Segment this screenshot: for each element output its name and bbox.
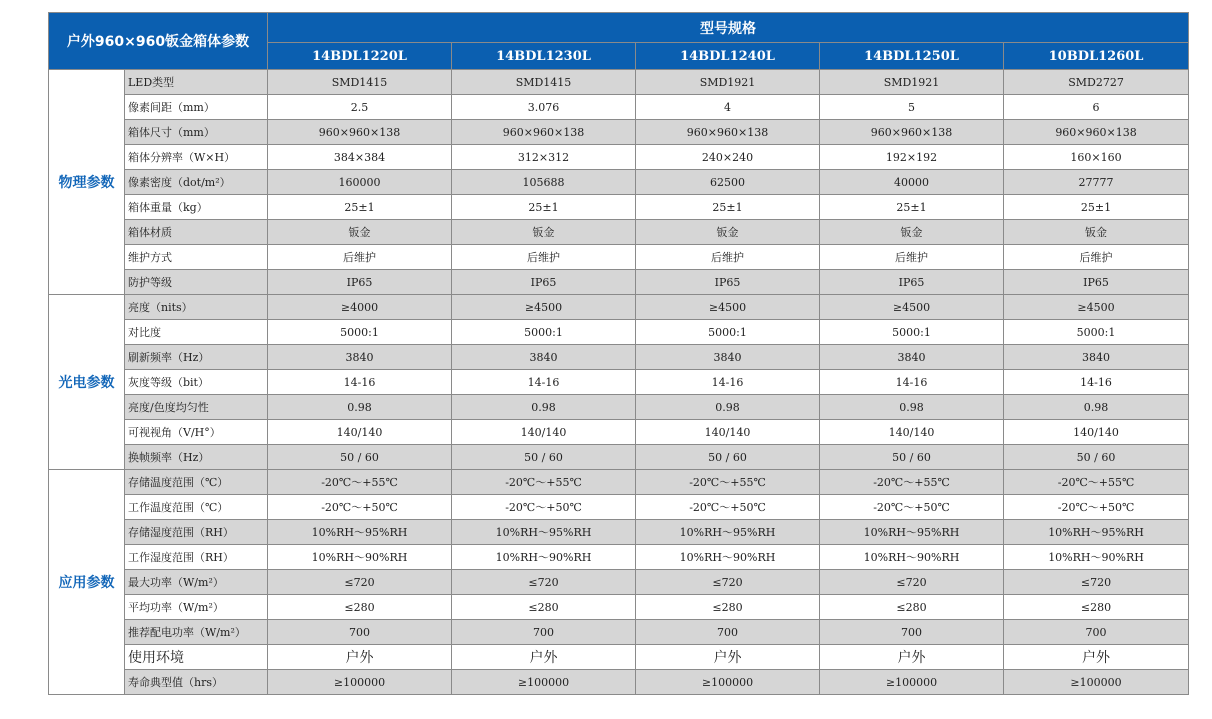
param-value: -20℃～+55℃ bbox=[820, 470, 1004, 495]
param-label: 使用环境 bbox=[125, 645, 268, 670]
param-value: 5000:1 bbox=[636, 320, 820, 345]
table-row bbox=[49, 520, 1189, 545]
table-row bbox=[49, 170, 1189, 195]
table-row bbox=[49, 595, 1189, 620]
param-value: 27777 bbox=[1004, 170, 1189, 195]
param-value: ≥4500 bbox=[636, 295, 820, 320]
param-value: -20℃～+50℃ bbox=[1004, 495, 1189, 520]
param-value: 700 bbox=[452, 620, 636, 645]
param-label: 最大功率（W/m²） bbox=[125, 570, 268, 595]
table-row bbox=[49, 670, 1189, 695]
param-value: 3.076 bbox=[452, 95, 636, 120]
param-value: ≥4500 bbox=[452, 295, 636, 320]
param-value: ≤280 bbox=[1004, 595, 1189, 620]
param-value: 0.98 bbox=[820, 395, 1004, 420]
param-label: 推荐配电功率（W/m²） bbox=[125, 620, 268, 645]
param-label: 平均功率（W/m²） bbox=[125, 595, 268, 620]
param-value: 50 / 60 bbox=[452, 445, 636, 470]
table-row bbox=[49, 345, 1189, 370]
param-value: SMD1921 bbox=[636, 70, 820, 95]
param-value: 14-16 bbox=[636, 370, 820, 395]
param-value: 160000 bbox=[268, 170, 452, 195]
param-value: 960×960×138 bbox=[636, 120, 820, 145]
param-value: 后维护 bbox=[820, 245, 1004, 270]
param-value: 后维护 bbox=[268, 245, 452, 270]
param-value: 160×160 bbox=[1004, 145, 1189, 170]
param-value: 140/140 bbox=[820, 420, 1004, 445]
param-value: 960×960×138 bbox=[820, 120, 1004, 145]
param-value: 25±1 bbox=[636, 195, 820, 220]
param-value: 户外 bbox=[636, 645, 820, 670]
param-value: ≥100000 bbox=[1004, 670, 1189, 695]
param-value: -20℃～+55℃ bbox=[268, 470, 452, 495]
param-value: 25±1 bbox=[820, 195, 1004, 220]
param-value: ≥4000 bbox=[268, 295, 452, 320]
param-value: 3840 bbox=[636, 345, 820, 370]
table-row bbox=[49, 70, 1189, 95]
param-label: 箱体重量（kg） bbox=[125, 195, 268, 220]
param-value: 312×312 bbox=[452, 145, 636, 170]
param-value: 25±1 bbox=[1004, 195, 1189, 220]
param-value: ≤280 bbox=[452, 595, 636, 620]
param-value: 50 / 60 bbox=[636, 445, 820, 470]
param-value: 后维护 bbox=[452, 245, 636, 270]
param-value: -20℃～+50℃ bbox=[452, 495, 636, 520]
param-value: 4 bbox=[636, 95, 820, 120]
spec-title: 型号规格 bbox=[268, 13, 1189, 43]
param-label: 换帧频率（Hz） bbox=[125, 445, 268, 470]
table-row bbox=[49, 95, 1189, 120]
param-value: 户外 bbox=[452, 645, 636, 670]
param-value: 5000:1 bbox=[268, 320, 452, 345]
param-label: 工作湿度范围（RH） bbox=[125, 545, 268, 570]
param-value: -20℃～+55℃ bbox=[1004, 470, 1189, 495]
param-value: 25±1 bbox=[268, 195, 452, 220]
param-value: 140/140 bbox=[636, 420, 820, 445]
param-value: 700 bbox=[636, 620, 820, 645]
param-label: 防护等级 bbox=[125, 270, 268, 295]
table-row bbox=[49, 445, 1189, 470]
param-value: 700 bbox=[820, 620, 1004, 645]
param-label: 像素密度（dot/m²） bbox=[125, 170, 268, 195]
param-value: 0.98 bbox=[452, 395, 636, 420]
param-label: 维护方式 bbox=[125, 245, 268, 270]
param-value: 10%RH～90%RH bbox=[820, 545, 1004, 570]
model-header: 14BDL1230L bbox=[452, 43, 636, 70]
spec-table bbox=[48, 12, 1189, 695]
param-value: -20℃～+50℃ bbox=[268, 495, 452, 520]
table-row bbox=[49, 120, 1189, 145]
param-value: ≥100000 bbox=[268, 670, 452, 695]
table-row bbox=[49, 545, 1189, 570]
param-value: ≥4500 bbox=[820, 295, 1004, 320]
param-label: 存储湿度范围（RH） bbox=[125, 520, 268, 545]
param-value: ≥4500 bbox=[1004, 295, 1189, 320]
model-header: 14BDL1250L bbox=[820, 43, 1004, 70]
table-row bbox=[49, 470, 1189, 495]
table-row bbox=[49, 295, 1189, 320]
param-value: 3840 bbox=[1004, 345, 1189, 370]
param-value: 50 / 60 bbox=[268, 445, 452, 470]
table-row bbox=[49, 370, 1189, 395]
param-value: 10%RH～95%RH bbox=[452, 520, 636, 545]
param-value: ≥100000 bbox=[636, 670, 820, 695]
param-value: -20℃～+50℃ bbox=[820, 495, 1004, 520]
param-value: ≥100000 bbox=[452, 670, 636, 695]
param-value: -20℃～+50℃ bbox=[636, 495, 820, 520]
table-row bbox=[49, 145, 1189, 170]
param-value: 14-16 bbox=[820, 370, 1004, 395]
param-value: 0.98 bbox=[636, 395, 820, 420]
param-value: 0.98 bbox=[1004, 395, 1189, 420]
param-value: 140/140 bbox=[268, 420, 452, 445]
param-value: 14-16 bbox=[268, 370, 452, 395]
param-value: ≥100000 bbox=[820, 670, 1004, 695]
param-value: 384×384 bbox=[268, 145, 452, 170]
param-value: 192×192 bbox=[820, 145, 1004, 170]
param-value: 钣金 bbox=[636, 220, 820, 245]
category-label: 物理参数 bbox=[49, 70, 125, 295]
table-title: 户外960×960钣金箱体参数 bbox=[49, 13, 268, 70]
param-value: 14-16 bbox=[452, 370, 636, 395]
param-value: ≤720 bbox=[452, 570, 636, 595]
param-value: SMD2727 bbox=[1004, 70, 1189, 95]
param-value: 5000:1 bbox=[1004, 320, 1189, 345]
param-value: IP65 bbox=[1004, 270, 1189, 295]
param-label: 箱体尺寸（mm） bbox=[125, 120, 268, 145]
param-value: 后维护 bbox=[636, 245, 820, 270]
param-value: ≤280 bbox=[820, 595, 1004, 620]
category-label: 光电参数 bbox=[49, 295, 125, 470]
param-value: 10%RH～90%RH bbox=[1004, 545, 1189, 570]
model-header: 14BDL1220L bbox=[268, 43, 452, 70]
param-value: 50 / 60 bbox=[820, 445, 1004, 470]
param-value: 10%RH～95%RH bbox=[1004, 520, 1189, 545]
param-value: IP65 bbox=[268, 270, 452, 295]
param-value: ≤720 bbox=[820, 570, 1004, 595]
param-label: 像素间距（mm） bbox=[125, 95, 268, 120]
param-value: 960×960×138 bbox=[452, 120, 636, 145]
param-value: ≤720 bbox=[636, 570, 820, 595]
spec-body bbox=[49, 70, 1189, 695]
param-value: 700 bbox=[268, 620, 452, 645]
param-value: IP65 bbox=[636, 270, 820, 295]
param-value: 3840 bbox=[452, 345, 636, 370]
param-value: 后维护 bbox=[1004, 245, 1189, 270]
table-row bbox=[49, 395, 1189, 420]
param-value: 10%RH～95%RH bbox=[636, 520, 820, 545]
param-value: ≤280 bbox=[636, 595, 820, 620]
param-value: 10%RH～95%RH bbox=[820, 520, 1004, 545]
param-label: 工作温度范围（℃） bbox=[125, 495, 268, 520]
param-value: 5000:1 bbox=[452, 320, 636, 345]
param-value: 钣金 bbox=[268, 220, 452, 245]
param-value: 960×960×138 bbox=[268, 120, 452, 145]
param-value: 钣金 bbox=[1004, 220, 1189, 245]
param-value: 户外 bbox=[1004, 645, 1189, 670]
param-value: 3840 bbox=[820, 345, 1004, 370]
param-value: IP65 bbox=[820, 270, 1004, 295]
param-value: ≤280 bbox=[268, 595, 452, 620]
model-header: 10BDL1260L bbox=[1004, 43, 1189, 70]
param-label: 亮度（nits） bbox=[125, 295, 268, 320]
param-value: 62500 bbox=[636, 170, 820, 195]
table-row bbox=[49, 420, 1189, 445]
param-value: 10%RH～95%RH bbox=[268, 520, 452, 545]
param-value: 10%RH～90%RH bbox=[452, 545, 636, 570]
param-value: -20℃～+55℃ bbox=[452, 470, 636, 495]
table-row bbox=[49, 320, 1189, 345]
param-value: 40000 bbox=[820, 170, 1004, 195]
param-value: 0.98 bbox=[268, 395, 452, 420]
table-row bbox=[49, 495, 1189, 520]
param-value: SMD1921 bbox=[820, 70, 1004, 95]
table-row bbox=[49, 245, 1189, 270]
param-value: 960×960×138 bbox=[1004, 120, 1189, 145]
param-value: 240×240 bbox=[636, 145, 820, 170]
param-value: SMD1415 bbox=[268, 70, 452, 95]
param-value: IP65 bbox=[452, 270, 636, 295]
param-value: -20℃～+55℃ bbox=[636, 470, 820, 495]
param-value: 140/140 bbox=[1004, 420, 1189, 445]
param-label: 灰度等级（bit） bbox=[125, 370, 268, 395]
param-value: 10%RH～90%RH bbox=[636, 545, 820, 570]
param-label: 刷新频率（Hz） bbox=[125, 345, 268, 370]
param-value: 6 bbox=[1004, 95, 1189, 120]
param-value: 户外 bbox=[268, 645, 452, 670]
table-row bbox=[49, 195, 1189, 220]
param-value: ≤720 bbox=[268, 570, 452, 595]
table-row bbox=[49, 645, 1189, 670]
table-row bbox=[49, 570, 1189, 595]
param-value: 5 bbox=[820, 95, 1004, 120]
param-value: 2.5 bbox=[268, 95, 452, 120]
param-value: 50 / 60 bbox=[1004, 445, 1189, 470]
param-label: 对比度 bbox=[125, 320, 268, 345]
param-value: 700 bbox=[1004, 620, 1189, 645]
param-label: 寿命典型值（hrs） bbox=[125, 670, 268, 695]
param-value: 105688 bbox=[452, 170, 636, 195]
param-label: 可视视角（V/H°） bbox=[125, 420, 268, 445]
param-value: 户外 bbox=[820, 645, 1004, 670]
model-header: 14BDL1240L bbox=[636, 43, 820, 70]
param-value: 3840 bbox=[268, 345, 452, 370]
param-value: 25±1 bbox=[452, 195, 636, 220]
param-value: 5000:1 bbox=[820, 320, 1004, 345]
param-value: 140/140 bbox=[452, 420, 636, 445]
param-value: 10%RH～90%RH bbox=[268, 545, 452, 570]
category-label: 应用参数 bbox=[49, 470, 125, 695]
param-label: 亮度/色度均匀性 bbox=[125, 395, 268, 420]
param-value: SMD1415 bbox=[452, 70, 636, 95]
param-value: 14-16 bbox=[1004, 370, 1189, 395]
param-label: 箱体分辨率（W×H） bbox=[125, 145, 268, 170]
table-row bbox=[49, 270, 1189, 295]
param-label: 箱体材质 bbox=[125, 220, 268, 245]
table-row bbox=[49, 220, 1189, 245]
param-value: ≤720 bbox=[1004, 570, 1189, 595]
table-row bbox=[49, 620, 1189, 645]
param-value: 钣金 bbox=[820, 220, 1004, 245]
param-label: LED类型 bbox=[125, 70, 268, 95]
param-value: 钣金 bbox=[452, 220, 636, 245]
param-label: 存储温度范围（℃） bbox=[125, 470, 268, 495]
